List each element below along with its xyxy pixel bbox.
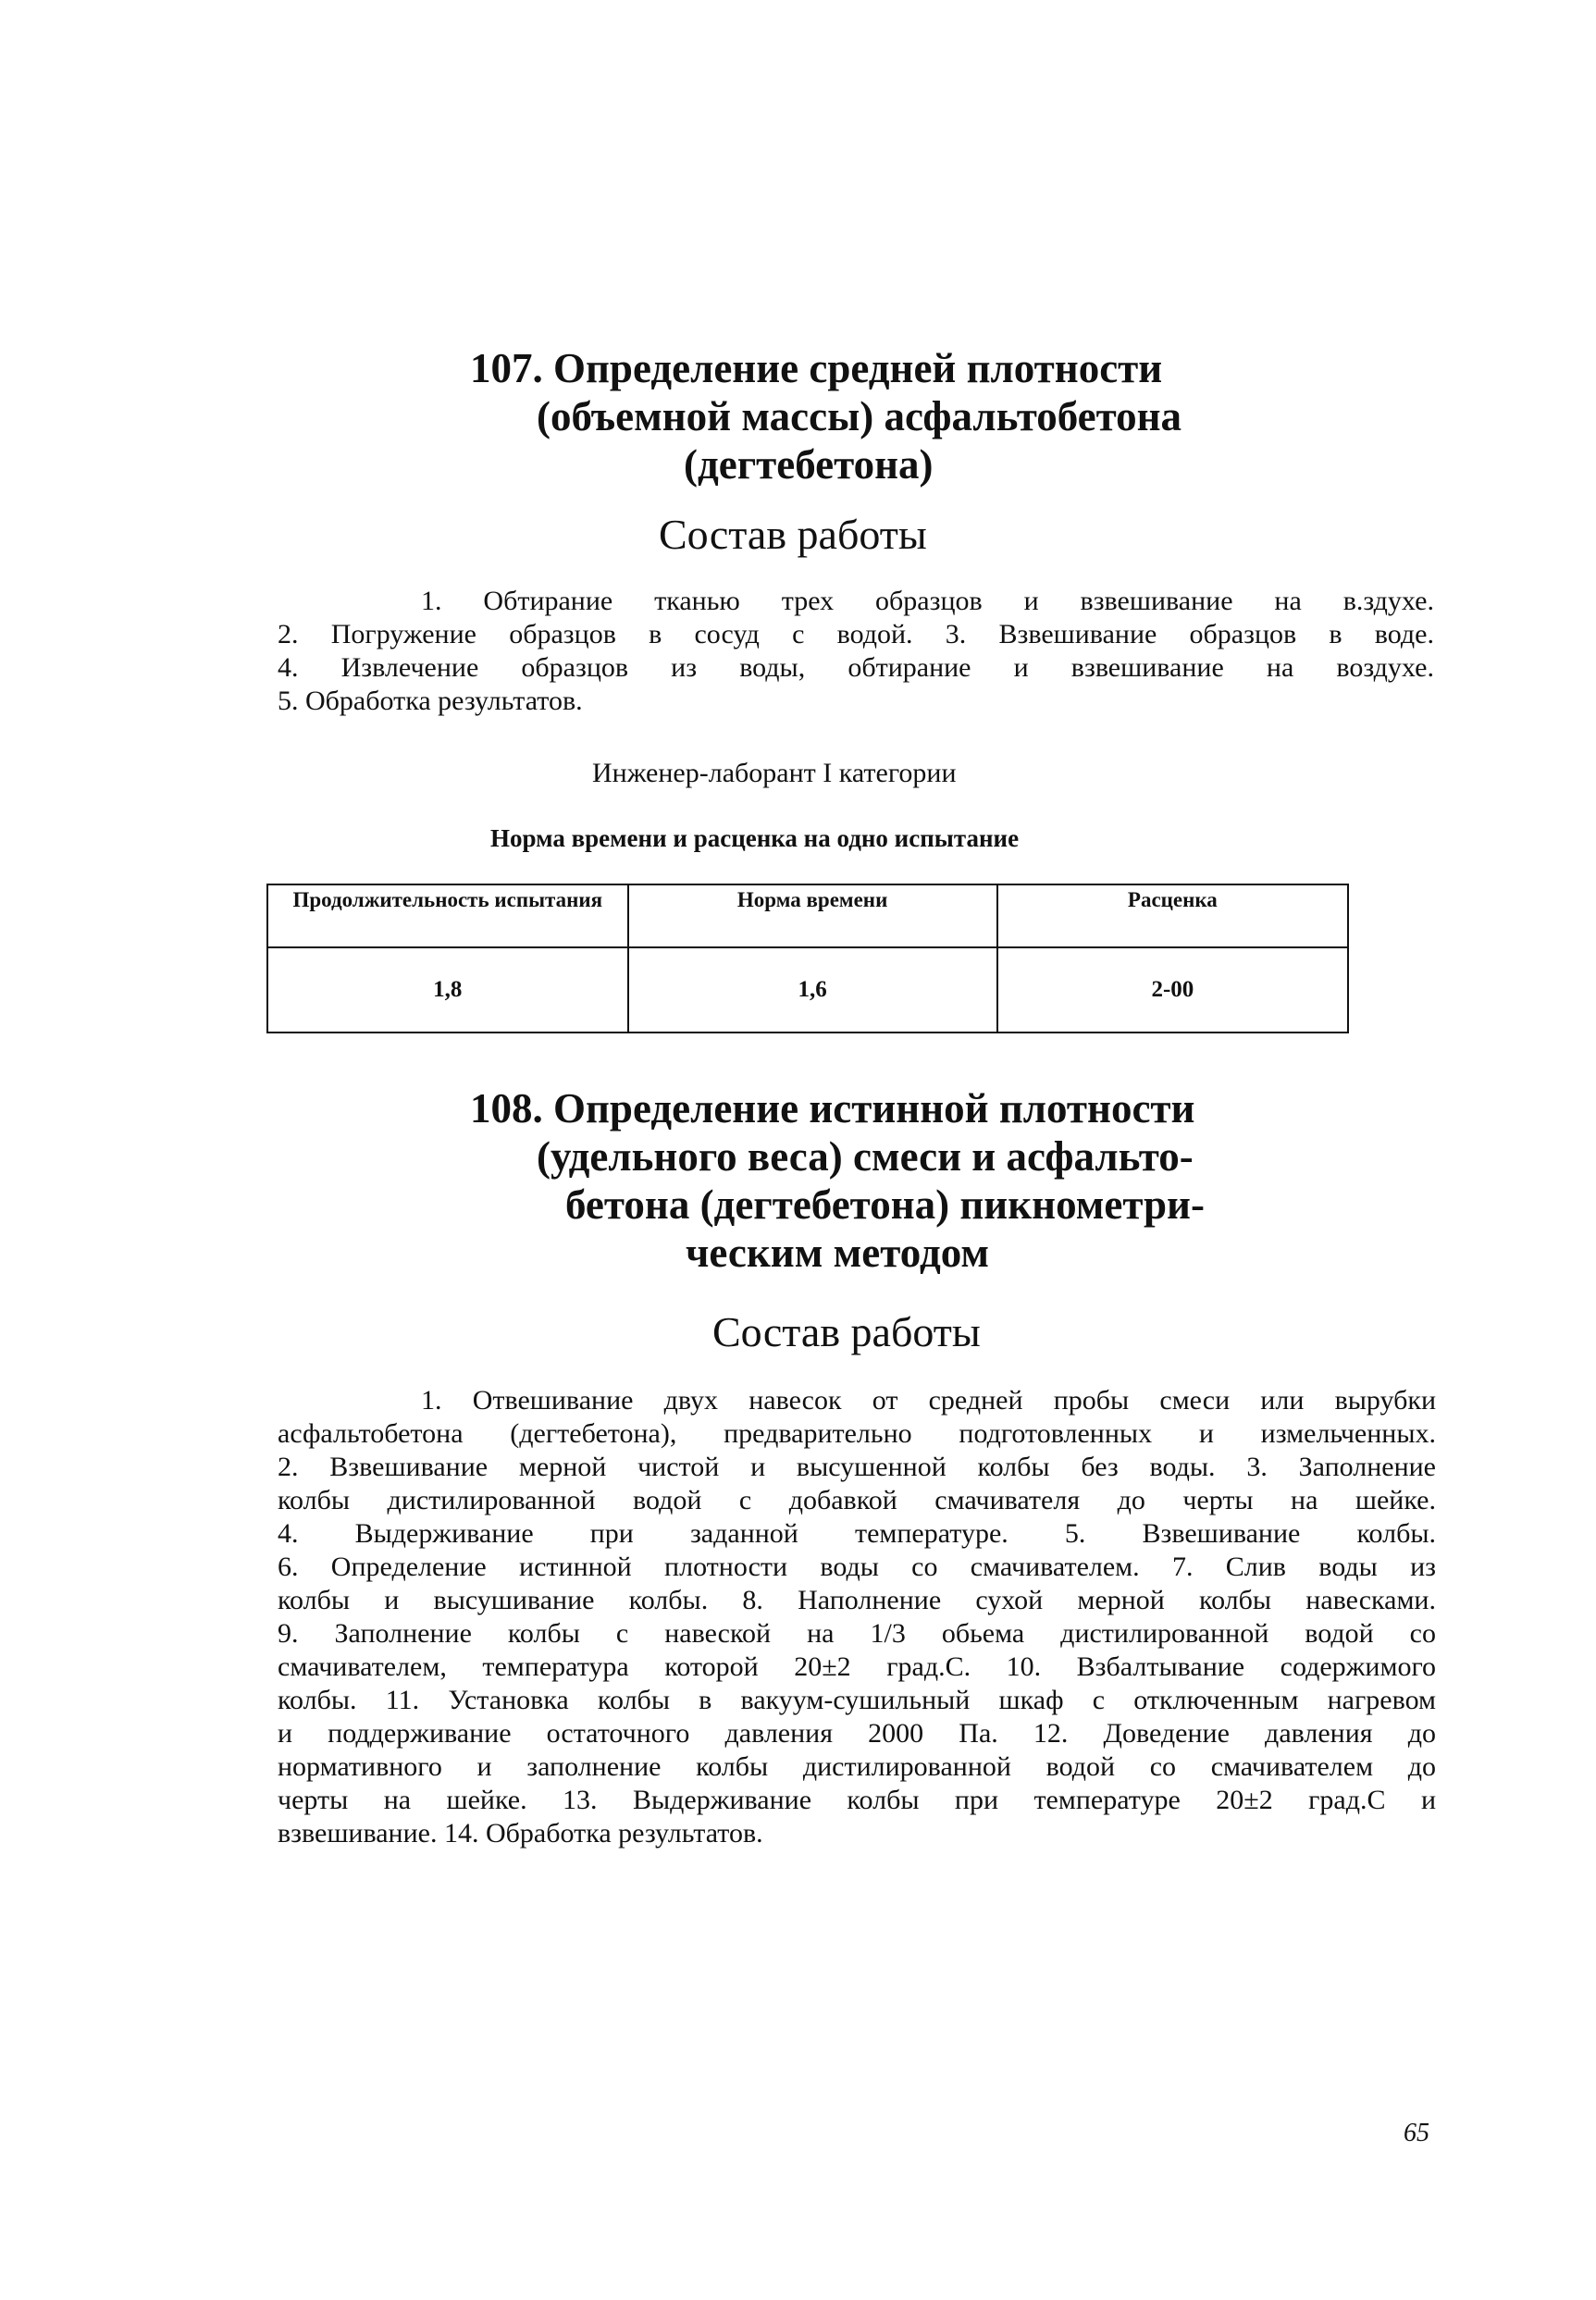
section-108-work-line-3: 2. Взвешивание мерной чистой и высушенной колбы без воды. 3. Заполнение bbox=[278, 1452, 1436, 1482]
section-107-work-line-4: 5. Обработка результатов. bbox=[278, 686, 583, 716]
section-108-work-line-5: 4. Выдерживание при заданной температуре. 5. Взвешивание колбы. bbox=[278, 1518, 1436, 1549]
section-108-title-line-1: 108. Определение истинной плотности bbox=[470, 1085, 1195, 1131]
table-cell-duration: 1,8 bbox=[267, 947, 628, 1033]
section-108-work-line-12: нормативного и заполнение колбы дистилированной водой со смачивателем до bbox=[278, 1751, 1436, 1782]
section-107-work-list bbox=[278, 585, 1434, 718]
table-header-duration: Продолжительность испытания bbox=[267, 884, 628, 947]
section-108-work-list bbox=[278, 1384, 1436, 1850]
table-cell-time-norm: 1,6 bbox=[628, 947, 997, 1033]
section-107-role: Инженер-лаборант I категории bbox=[592, 758, 957, 788]
table-header-row bbox=[267, 884, 1348, 947]
section-107-work-line-3: 4. Извлечение образцов из воды, обтирание и взвешивание на воздухе. bbox=[278, 652, 1434, 683]
section-107-norm-table bbox=[266, 884, 1349, 1033]
section-108-work-line-1: 1. Отвешивание двух навесок от средней пробы смеси или вырубки bbox=[421, 1385, 1436, 1416]
section-107-subheading: Состав работы bbox=[659, 511, 927, 558]
section-108-work-line-2: асфальтобетона (дегтебетона), предварительно подготовленных и измельченных. bbox=[278, 1418, 1436, 1449]
section-107-work-line-2: 2. Погружение образцов в сосуд с водой. 3. Взвешивание образцов в воде. bbox=[278, 619, 1434, 649]
table-cell-rate: 2-00 bbox=[997, 947, 1348, 1033]
section-108-work-line-10: колбы. 11. Установка колбы в вакуум-сушильный шкаф с отключенным нагревом bbox=[278, 1685, 1436, 1715]
section-108-title-line-3: бетона (дегтебетона) пикнометри- bbox=[565, 1181, 1205, 1228]
section-108-work-line-7: колбы и высушивание колбы. 8. Наполнение сухой мерной колбы навесками. bbox=[278, 1585, 1436, 1615]
section-108-work-line-13: черты на шейке. 13. Выдерживание колбы при температуре 20±2 град.С и bbox=[278, 1785, 1436, 1815]
section-107-title-line-3: (дегтебетона) bbox=[684, 441, 934, 488]
section-107-title-line-2: (объемной массы) асфальтобетона bbox=[537, 393, 1182, 439]
section-107-title-line-1: 107. Определение средней плотности bbox=[470, 345, 1163, 391]
section-108-title-line-4: ческим методом bbox=[686, 1230, 990, 1276]
table-header-time-norm: Норма времени bbox=[628, 884, 997, 947]
section-107-work-line-1: 1. Обтирание тканью трех образцов и взвешивание на в.здухе. bbox=[421, 586, 1434, 616]
section-107-table-caption: Норма времени и расценка на одно испытание bbox=[490, 824, 1020, 852]
section-108-subheading: Состав работы bbox=[712, 1308, 981, 1355]
section-108-work-line-9: смачивателем, температура которой 20±2 град.С. 10. Взбалтывание содержимого bbox=[278, 1651, 1436, 1682]
table-row bbox=[267, 947, 1348, 1033]
section-108-title-line-2: (удельного веса) смеси и асфальто- bbox=[537, 1133, 1194, 1180]
page-number: 65 bbox=[1404, 2119, 1429, 2147]
section-108-work-line-4: колбы дистилированной водой с добавкой смачивателя до черты на шейке. bbox=[278, 1485, 1436, 1515]
section-108-work-line-6: 6. Определение истинной плотности воды со смачивателем. 7. Слив воды из bbox=[278, 1552, 1436, 1582]
section-108-work-line-11: и поддерживание остаточного давления 2000 Па. 12. Доведение давления до bbox=[278, 1718, 1436, 1749]
section-108-work-line-14: взвешивание. 14. Обработка результатов. bbox=[278, 1818, 763, 1849]
section-108-work-line-8: 9. Заполнение колбы с навеской на 1/3 обьема дистилированной водой со bbox=[278, 1618, 1436, 1649]
table-header-rate: Расценка bbox=[997, 884, 1348, 947]
